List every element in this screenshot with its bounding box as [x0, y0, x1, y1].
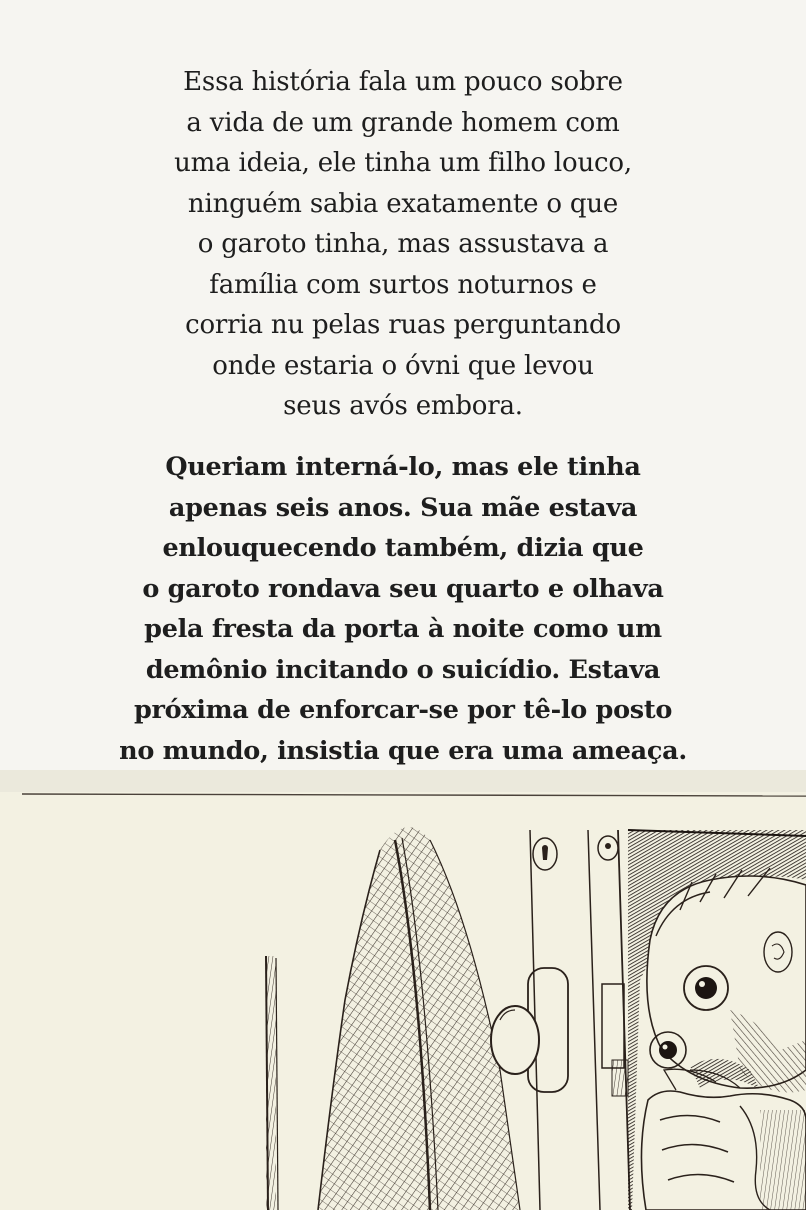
story-paragraph-1 [0, 62, 806, 427]
ink-illustration [0, 770, 806, 1210]
paragraph-line: no mundo, insistia que era uma ameaça. [119, 735, 687, 766]
paragraph-line: o garoto rondava seu quarto e olhava [142, 573, 664, 604]
paragraph-line: uma ideia, ele tinha um filho louco, [174, 148, 632, 178]
illustration-drawing [0, 770, 806, 1210]
paragraph-line: a vida de um grande homem com [186, 107, 620, 138]
paragraph-line: próxima de enforcar-se por tê-lo posto [133, 695, 673, 725]
paragraph-line: ninguém sabia exatamente o que [187, 188, 619, 219]
peeking-child [647, 868, 806, 1093]
paragraph-line: o garoto tinha, mas assustava a [197, 229, 609, 259]
paragraph-line: corria nu pelas ruas perguntando [185, 310, 621, 340]
story-paragraph-2 [0, 447, 806, 771]
paragraph-line: família com surtos noturnos e [209, 269, 597, 300]
paragraph-line: onde estaria o óvni que levou [212, 350, 594, 381]
paragraph-line: apenas seis anos. Sua mãe estava [168, 492, 638, 523]
paragraph-line: seus avós embora. [283, 391, 523, 421]
scan-edge [0, 770, 806, 792]
paragraph-line: Essa história fala um pouco sobre [183, 67, 623, 97]
paragraph-line: pela fresta da porta à noite como um [144, 614, 662, 644]
paragraph-line: Queriam interná-lo, mas ele tinha [165, 452, 641, 482]
paragraph-line: enlouquecendo também, dizia que [162, 533, 644, 563]
paragraph-line: demônio incitando o suicídio. Estava [145, 654, 661, 685]
